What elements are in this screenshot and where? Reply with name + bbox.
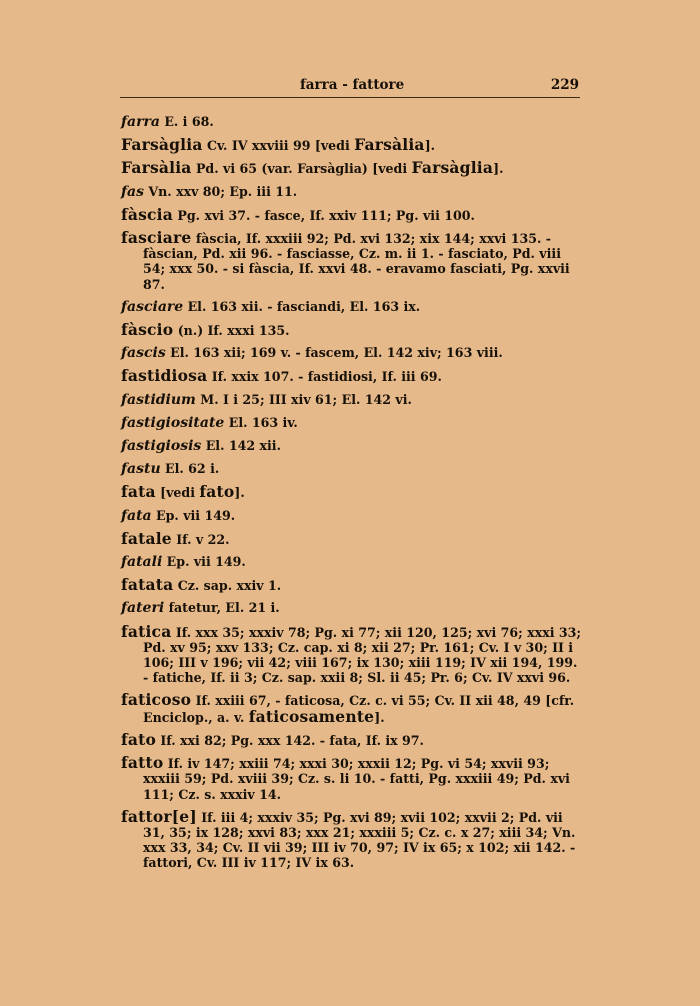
entry-farra: farra E. i 68. — [121, 114, 214, 130]
entry-fastidiosa: fastidiosa If. xxix 107. - fastidiosi, If. iii 69. — [121, 366, 442, 386]
entry-fasciare-latin: fasciare El. 163 xii. - fasciandi, El. 163 ix. — [121, 298, 421, 315]
entry-fastidium: fastidium M. I i 25; III xiv 61; El. 142 vi. — [121, 391, 412, 408]
entry-farsaglia: Farsàglia Cv. IV xxviii 99 [vedi Farsàlia]. — [121, 135, 436, 155]
entry-fascio: fàscio (n.) If. xxxi 135. — [121, 320, 290, 340]
entry-fatali: fatali Ep. vii 149. — [121, 554, 246, 571]
entry-fato: fato If. xxi 82; Pg. xxx 142. - fata, If. ix 97. — [121, 729, 424, 749]
entry-fata: fata [vedi fato]. — [121, 482, 245, 502]
entry-faticoso: faticoso If. xxiii 67, - faticosa, Cz. c. vi 55; Cv. II xii 48, 49 [cfr. Enciclop., a. v. faticosamente]. — [121, 690, 575, 726]
entry-fatica: fatica If. xxx 35; xxxiv 78; Pg. xi 77; xii 120, 125; xvi 76; xxxi 33; Pd. xv 95; xxv 133; Cz. cap. xi 8; xii 27; Pr. 161; Cv. I v 30; II i 106; III v 196; vii 42; viii 167; ix 130; xiii 119; IV xii 194, 199. - fatiche, If. ii 3; Cz. sap. xxii 8; Sl. ii 45; Pr. 6; Cv. IV xxvi 96. — [121, 621, 582, 686]
entry-fastigiosis: fastigiosis El. 142 xii. — [121, 438, 281, 455]
entry-fatto: fatto If. iv 147; xxiii 74; xxxi 30; xxxii 12; Pg. vi 54; xxvii 93; xxxiii 59; Pd. xviii 39; Cz. s. li 10. - fatti, Pg. xxxiii 49; Pd. xvi 111; Cz. s. xxxiv 14. — [121, 753, 570, 802]
entry-fascia: fàscia Pg. xvi 37. - fasce, If. xxiv 111; Pg. vii 100. — [121, 204, 475, 224]
page-header — [120, 77, 580, 98]
entry-fateri: fateri fatetur, El. 21 i. — [121, 600, 280, 617]
entry-fattore: fattor[e] If. iii 4; xxxiv 35; Pg. xvi 89; xvii 102; xxvii 2; Pd. vii 31, 35; ix 128; xxvi 83; xxx 21; xxxiii 5; Cz. c. x 27; xiii 34; Vn. xxx 33, 34; Cv. II vii 39; III iv 70, 97; IV ix 65; x 102; xii 142. - fattori, Cv. III iv 117; IV ix 63. — [121, 806, 576, 871]
entry-fasciare: fasciare fàscia, If. xxxiii 92; Pd. xvi 132; xix 144; xxvi 135. - fàscian, Pd. xii 96. - fasciasse, Cz. m. ii 1. - fasciato, Pd. viii 54; xxx 50. - si fàscia, If. xxvi 48. - eravamo fasciati, Pg. xxvii 87. — [121, 228, 570, 292]
entry-farsalia: Farsàlia Pd. vi 65 (var. Farsàglia) [vedi Farsàglia]. — [121, 158, 504, 178]
page-number: 229 — [550, 77, 579, 93]
entry-fastigiositate: fastigiositate El. 163 iv. — [121, 414, 298, 431]
entry-fas: fas Vn. xxv 80; Ep. iii 11. — [121, 183, 298, 200]
entry-fastu: fastu El. 62 i. — [121, 461, 220, 478]
entry-fatale: fatale If. v 22. — [121, 528, 230, 548]
entry-fata-latin: fata Ep. vii 149. — [121, 507, 236, 524]
running-title: farra - fattore — [300, 77, 405, 93]
entry-fatata: fatata Cz. sap. xxiv 1. — [121, 575, 282, 595]
entry-list — [121, 114, 583, 878]
entry-fascis: fascis El. 163 xii; 169 v. - fascem, El. 142 xiv; 163 viii. — [121, 345, 503, 362]
